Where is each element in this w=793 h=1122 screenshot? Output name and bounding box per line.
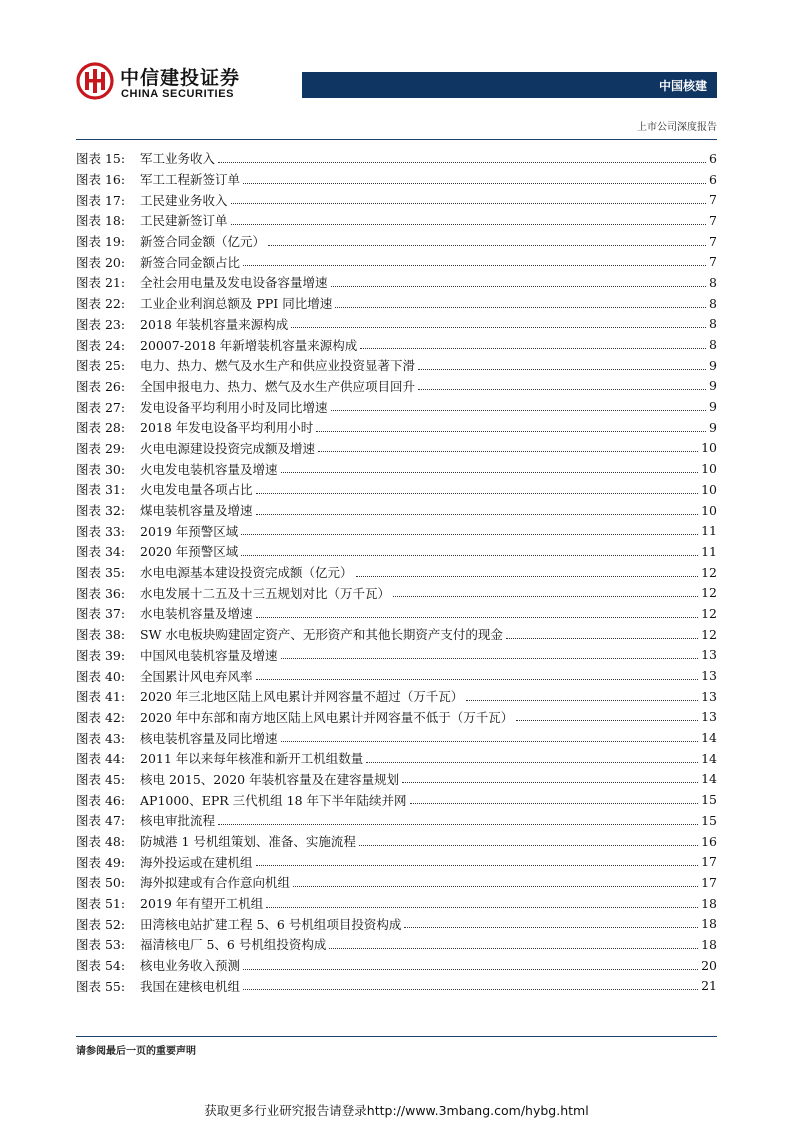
toc-leader-dots — [418, 389, 706, 390]
toc-leader-dots — [256, 493, 699, 494]
toc-entry-page: 8 — [709, 274, 717, 290]
toc-entry-title: 全国累计风电弃风率 — [140, 668, 253, 684]
toc-entry-number: 图表 32: — [76, 503, 126, 519]
toc-entry-title: 中国风电装机容量及增速 — [140, 647, 278, 663]
logo-english-name: CHINA SECURITIES — [121, 88, 235, 100]
toc-leader-dots — [256, 617, 699, 618]
toc-leader-dots — [243, 969, 698, 970]
toc-entry-title: 核电审批流程 — [140, 813, 216, 829]
toc-entry-page: 15 — [701, 812, 717, 828]
company-logo — [76, 62, 276, 102]
toc-entry-page: 13 — [701, 688, 717, 704]
toc-entry[interactable] — [76, 707, 717, 728]
toc-entry[interactable] — [76, 851, 717, 872]
toc-entry-number: 图表 47: — [76, 813, 126, 829]
figure-list — [76, 148, 717, 996]
toc-entry[interactable] — [76, 769, 717, 790]
toc-leader-dots — [404, 927, 698, 928]
toc-leader-dots — [516, 720, 698, 721]
toc-entry-title: 发电设备平均利用小时及同比增速 — [140, 399, 328, 415]
toc-entry[interactable] — [76, 893, 717, 914]
toc-leader-dots — [359, 845, 698, 846]
toc-entry[interactable] — [76, 955, 717, 976]
toc-entry-number: 图表 55: — [76, 978, 126, 994]
toc-leader-dots — [360, 348, 706, 349]
toc-entry-title: 2011 年以来每年核准和新开工机组数量 — [140, 751, 364, 767]
toc-entry[interactable] — [76, 334, 717, 355]
toc-entry[interactable] — [76, 417, 717, 438]
toc-entry-page: 7 — [709, 254, 717, 270]
toc-entry-number: 图表 44: — [76, 751, 126, 767]
toc-entry-title: 火电电源建设投资完成额及增速 — [140, 440, 316, 456]
toc-entry-page: 9 — [709, 419, 717, 435]
toc-entry[interactable] — [76, 272, 717, 293]
toc-entry[interactable] — [76, 231, 717, 252]
toc-leader-dots — [318, 451, 698, 452]
toc-entry-page: 9 — [709, 357, 717, 373]
toc-entry-title: 工业企业利润总额及 PPI 同比增速 — [140, 296, 333, 312]
toc-entry-page: 9 — [709, 399, 717, 415]
toc-entry-title: 新签合同金额占比 — [140, 254, 241, 270]
toc-entry-title: 核电业务收入预测 — [140, 958, 241, 974]
toc-entry-number: 图表 39: — [76, 647, 126, 663]
toc-entry-number: 图表 15: — [76, 151, 126, 167]
toc-entry[interactable] — [76, 934, 717, 955]
toc-entry-number: 图表 24: — [76, 337, 126, 353]
toc-entry[interactable] — [76, 748, 717, 769]
toc-entry-page: 7 — [709, 192, 717, 208]
disclaimer-note: 请参阅最后一页的重要声明 — [76, 1046, 196, 1057]
toc-entry-title: SW 水电板块购建固定资产、无形资产和其他长期资产支付的现金 — [140, 627, 503, 643]
toc-entry-title: 工民建业务收入 — [140, 192, 228, 208]
toc-leader-dots — [256, 865, 699, 866]
toc-entry-page: 11 — [701, 523, 717, 539]
page-header — [76, 56, 717, 104]
toc-leader-dots — [331, 410, 707, 411]
toc-entry-title: 新签合同金额（亿元） — [140, 234, 266, 250]
toc-entry[interactable] — [76, 458, 717, 479]
toc-leader-dots — [243, 183, 706, 184]
toc-entry-number: 图表 42: — [76, 709, 126, 725]
toc-leader-dots — [293, 886, 698, 887]
toc-entry-title: 军工工程新签订单 — [140, 172, 241, 188]
toc-entry-number: 图表 45: — [76, 771, 126, 787]
toc-entry-page: 7 — [709, 212, 717, 228]
toc-leader-dots — [281, 472, 699, 473]
toc-entry[interactable] — [76, 645, 717, 666]
toc-entry-title: 2020 年中东部和南方地区陆上风电累计并网容量不低于（万千瓦） — [140, 709, 514, 725]
toc-entry-page: 8 — [709, 337, 717, 353]
toc-entry-page: 10 — [701, 440, 717, 456]
report-type: 上市公司深度报告 — [637, 122, 717, 133]
toc-entry[interactable] — [76, 976, 717, 997]
toc-entry-page: 13 — [701, 647, 717, 663]
toc-entry[interactable] — [76, 541, 717, 562]
toc-entry-title: 全国申报电力、热力、燃气及水生产供应项目回升 — [140, 378, 416, 394]
toc-leader-dots — [231, 224, 707, 225]
toc-entry[interactable] — [76, 314, 717, 335]
toc-entry-title: 防城港 1 号机组策划、准备、实施流程 — [140, 834, 356, 850]
toc-entry-number: 图表 50: — [76, 875, 126, 891]
toc-entry-page: 15 — [701, 792, 717, 808]
toc-leader-dots — [466, 700, 698, 701]
toc-leader-dots — [281, 741, 699, 742]
toc-entry-title: 20007-2018 年新增装机容量来源构成 — [140, 337, 358, 353]
toc-entry-number: 图表 41: — [76, 689, 126, 705]
toc-entry-number: 图表 18: — [76, 213, 126, 229]
toc-entry[interactable] — [76, 624, 717, 645]
toc-entry[interactable] — [76, 355, 717, 376]
toc-entry[interactable] — [76, 872, 717, 893]
toc-leader-dots — [218, 162, 706, 163]
company-name: 中国核建 — [658, 79, 707, 93]
toc-entry-title: 水电电源基本建设投资完成额（亿元） — [140, 565, 353, 581]
toc-entry-number: 图表 49: — [76, 854, 126, 870]
toc-leader-dots — [243, 265, 706, 266]
toc-entry[interactable] — [76, 210, 717, 231]
toc-entry-title: 水电装机容量及增速 — [140, 606, 253, 622]
toc-entry-page: 17 — [701, 874, 717, 890]
toc-entry-page: 18 — [701, 916, 717, 932]
toc-entry-page: 18 — [701, 895, 717, 911]
toc-entry[interactable] — [76, 789, 717, 810]
toc-leader-dots — [243, 989, 698, 990]
toc-entry-title: 煤电装机容量及增速 — [140, 503, 253, 519]
toc-leader-dots — [256, 514, 699, 515]
toc-entry-number: 图表 48: — [76, 834, 126, 850]
toc-entry[interactable] — [76, 582, 717, 603]
toc-entry-page: 12 — [701, 605, 717, 621]
toc-entry[interactable] — [76, 396, 717, 417]
toc-entry-page: 18 — [701, 936, 717, 952]
toc-entry-number: 图表 54: — [76, 958, 126, 974]
toc-leader-dots — [316, 431, 706, 432]
toc-entry-number: 图表 28: — [76, 420, 126, 436]
toc-entry[interactable] — [76, 810, 717, 831]
china-securities-logo-icon — [76, 62, 114, 100]
toc-entry-page: 13 — [701, 668, 717, 684]
toc-entry-title: 2019 年预警区域 — [140, 523, 239, 539]
toc-entry-page: 10 — [701, 502, 717, 518]
toc-entry-title: 2020 年三北地区陆上风电累计并网容量不超过（万千瓦） — [140, 689, 464, 705]
toc-entry-number: 图表 34: — [76, 544, 126, 560]
toc-entry[interactable] — [76, 603, 717, 624]
footer-divider — [76, 1036, 717, 1037]
toc-entry-page: 12 — [701, 585, 717, 601]
toc-entry-page: 6 — [709, 150, 717, 166]
toc-entry-number: 图表 16: — [76, 172, 126, 188]
header-divider — [76, 139, 717, 140]
toc-entry-number: 图表 51: — [76, 896, 126, 912]
toc-entry-page: 16 — [701, 833, 717, 849]
toc-entry-title: 火电发电装机容量及增速 — [140, 461, 278, 477]
toc-entry-page: 21 — [701, 978, 717, 994]
toc-entry-number: 图表 36: — [76, 585, 126, 601]
toc-entry-title: 电力、热力、燃气及水生产和供应业投资显著下滑 — [140, 358, 416, 374]
toc-entry-number: 图表 43: — [76, 730, 126, 746]
toc-entry-title: 2018 年装机容量来源构成 — [140, 316, 289, 332]
toc-leader-dots — [329, 948, 698, 949]
toc-entry[interactable] — [76, 479, 717, 500]
toc-leader-dots — [410, 803, 699, 804]
toc-entry-number: 图表 31: — [76, 482, 126, 498]
toc-entry-number: 图表 25: — [76, 358, 126, 374]
toc-entry-page: 7 — [709, 233, 717, 249]
toc-entry-number: 图表 37: — [76, 606, 126, 622]
toc-entry[interactable] — [76, 913, 717, 934]
toc-entry-page: 10 — [701, 481, 717, 497]
toc-entry-title: 2019 年有望开工机组 — [140, 896, 264, 912]
toc-entry-page: 9 — [709, 378, 717, 394]
toc-entry-page: 14 — [701, 750, 717, 766]
toc-entry-title: 福清核电厂 5、6 号机组投资构成 — [140, 937, 327, 953]
toc-entry-number: 图表 23: — [76, 316, 126, 332]
toc-entry-title: 工民建新签订单 — [140, 213, 228, 229]
toc-entry-page: 17 — [701, 854, 717, 870]
toc-leader-dots — [331, 286, 707, 287]
toc-entry-number: 图表 29: — [76, 440, 126, 456]
toc-entry-number: 图表 21: — [76, 275, 126, 291]
toc-leader-dots — [266, 907, 698, 908]
toc-leader-dots — [268, 245, 706, 246]
toc-entry-title: 核电装机容量及同比增速 — [140, 730, 278, 746]
toc-leader-dots — [256, 679, 699, 680]
toc-entry-title: 海外拟建或有合作意向机组 — [140, 875, 291, 891]
toc-entry[interactable] — [76, 831, 717, 852]
toc-entry[interactable] — [76, 251, 717, 272]
toc-entry-title: 2020 年预警区域 — [140, 544, 239, 560]
toc-entry-title: 水电发展十二五及十三五规划对比（万千瓦） — [140, 585, 391, 601]
toc-entry-number: 图表 27: — [76, 399, 126, 415]
toc-leader-dots — [241, 534, 698, 535]
toc-entry-title: AP1000、EPR 三代机组 18 年下半年陆续并网 — [140, 792, 407, 808]
toc-entry-number: 图表 26: — [76, 378, 126, 394]
toc-entry-number: 图表 33: — [76, 523, 126, 539]
toc-entry-page: 8 — [709, 316, 717, 332]
toc-leader-dots — [231, 203, 707, 204]
toc-entry[interactable] — [76, 562, 717, 583]
toc-entry-number: 图表 20: — [76, 254, 126, 270]
toc-entry-title: 我国在建核电机组 — [140, 978, 241, 994]
toc-entry-number: 图表 17: — [76, 192, 126, 208]
toc-entry[interactable] — [76, 727, 717, 748]
toc-entry[interactable] — [76, 665, 717, 686]
toc-leader-dots — [291, 327, 706, 328]
toc-entry-number: 图表 40: — [76, 668, 126, 684]
download-note[interactable]: 获取更多行业研究报告请登录http://www.3mbang.com/hybg.html — [204, 1103, 589, 1118]
toc-entry-page: 8 — [709, 295, 717, 311]
toc-entry-page: 10 — [701, 461, 717, 477]
toc-entry[interactable] — [76, 293, 717, 314]
toc-entry-title: 2018 年发电设备平均利用小时 — [140, 420, 314, 436]
toc-entry-number: 图表 46: — [76, 792, 126, 808]
toc-leader-dots — [335, 307, 706, 308]
toc-entry-number: 图表 30: — [76, 461, 126, 477]
toc-entry[interactable] — [76, 376, 717, 397]
toc-entry-page: 11 — [701, 543, 717, 559]
toc-entry-page: 12 — [701, 564, 717, 580]
toc-entry[interactable] — [76, 438, 717, 459]
toc-entry-number: 图表 53: — [76, 937, 126, 953]
toc-leader-dots — [393, 596, 698, 597]
toc-entry-title: 全社会用电量及发电设备容量增速 — [140, 275, 328, 291]
company-banner — [302, 72, 717, 98]
toc-entry-page: 14 — [701, 771, 717, 787]
toc-entry-number: 图表 52: — [76, 916, 126, 932]
toc-leader-dots — [402, 782, 698, 783]
toc-entry-number: 图表 22: — [76, 296, 126, 312]
toc-entry[interactable] — [76, 686, 717, 707]
toc-entry-number: 图表 35: — [76, 565, 126, 581]
toc-entry-title: 核电 2015、2020 年装机容量及在建容量规划 — [140, 771, 400, 787]
toc-leader-dots — [218, 824, 698, 825]
toc-entry-title: 海外投运或在建机组 — [140, 854, 253, 870]
toc-entry-number: 图表 38: — [76, 627, 126, 643]
toc-leader-dots — [281, 658, 699, 659]
toc-entry-title: 军工业务收入 — [140, 151, 216, 167]
logo-chinese-name: 中信建投证券 — [120, 67, 241, 89]
toc-leader-dots — [366, 762, 698, 763]
toc-entry-page: 13 — [701, 709, 717, 725]
toc-entry[interactable] — [76, 148, 717, 169]
toc-entry-page: 6 — [709, 171, 717, 187]
toc-entry-page: 20 — [701, 957, 717, 973]
toc-entry-page: 12 — [701, 626, 717, 642]
toc-entry[interactable] — [76, 169, 717, 190]
toc-entry[interactable] — [76, 500, 717, 521]
toc-entry-title: 火电发电量各项占比 — [140, 482, 253, 498]
toc-entry-number: 图表 19: — [76, 234, 126, 250]
toc-entry[interactable] — [76, 520, 717, 541]
toc-leader-dots — [506, 638, 698, 639]
toc-leader-dots — [356, 576, 699, 577]
toc-leader-dots — [418, 369, 706, 370]
toc-entry[interactable] — [76, 189, 717, 210]
toc-entry-title: 田湾核电站扩建工程 5、6 号机组项目投资构成 — [140, 916, 402, 932]
toc-entry-page: 14 — [701, 730, 717, 746]
toc-leader-dots — [241, 555, 698, 556]
